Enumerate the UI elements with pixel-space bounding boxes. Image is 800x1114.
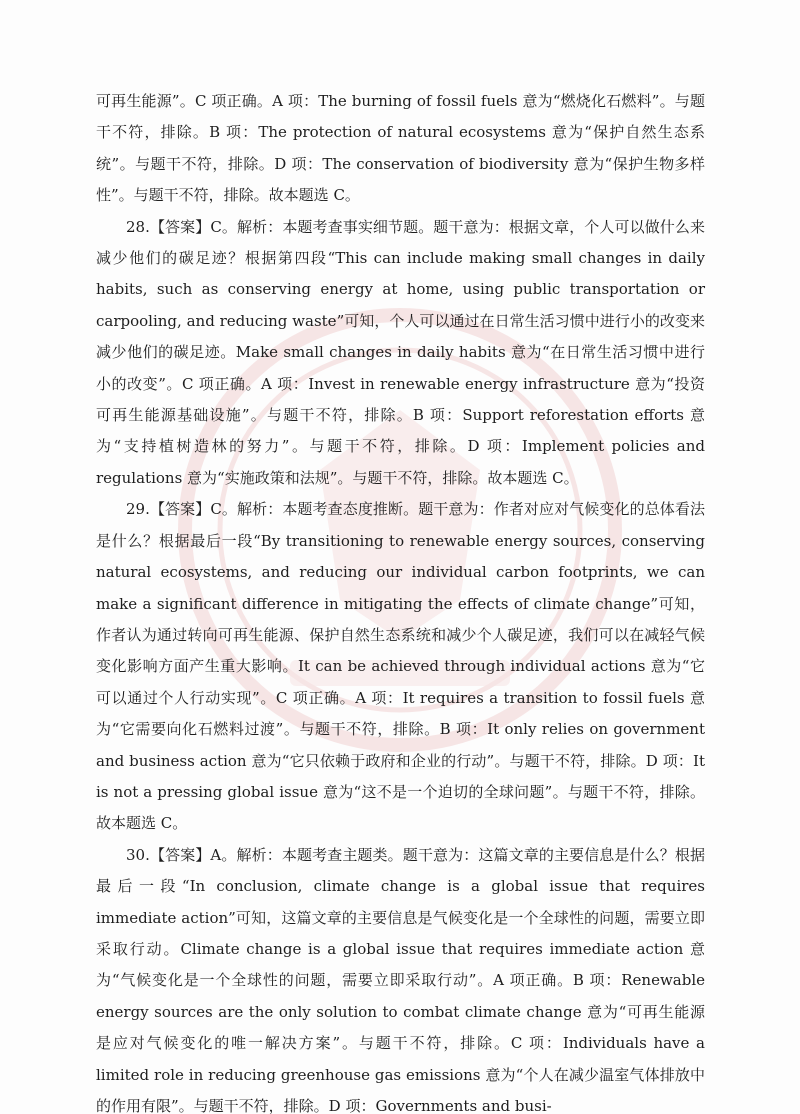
paragraph-question-28: 28.【答案】C。解析：本题考查事实细节题。题干意为：根据文章，个人可以做什么来减少他们的碳足迹？根据第四段“This can include making small changes in daily habits, such as conserving energy at home, using public transportation or carpooling, and reducing waste”可知，个人可以通过在日常生活习惯中进行小的改变来减少他们的碳足迹。Make small changes in daily habits 意为“在日常生活习惯中进行小的改变”。C 项正确。A 项：Invest in renewable energy infrastructure 意为“投资可再生能源基础设施”。与题干不符，排除。B 项：Support reforestation efforts 意为“支持植树造林的努力”。与题干不符，排除。D 项：Implement policies and regulations 意为“实施政策和法规”。与题干不符，排除。故本题选 C。 <box>96 217 705 487</box>
answer-explanations <box>96 86 705 1114</box>
paragraph-question-30: 30.【答案】A。解析：本题考查主题类。题干意为：这篇文章的主要信息是什么？根据最后一段“In conclusion, climate change is a global issue that requires immediate action”可知，这篇文章的主要信息是气候变化是一个全球性的问题，需要立即采取行动。Climate change is a global issue that requires immediate action 意为“气候变化是一个全球性的问题，需要立即采取行动”。A 项正确。B 项：Renewable energy sources are the only solution to combat climate change 意为“可再生能源是应对气候变化的唯一解决方案”。与题干不符，排除。C 项：Individuals have a limited role in reducing greenhouse gas emissions 意为“个人在减少温室气体排放中的作用有限”。与题干不符，排除。D 项：Governments and busi- <box>96 845 705 1114</box>
paragraph-question-29: 29.【答案】C。解析：本题考查态度推断。题干意为：作者对应对气候变化的总体看法是什么？根据最后一段“By transitioning to renewable energy sources, conserving natural ecosystems, and reducing our individual carbon footprints, we can make a significant difference in mitigating the effects of climate change”可知，作者认为通过转向可再生能源、保护自然生态系统和减少个人碳足迹，我们可以在减轻气候变化影响方面产生重大影响。It can be achieved through individual actions 意为“它可以通过个人行动实现”。C 项正确。A 项：It requires a transition to fossil fuels 意为“它需要向化石燃料过渡”。与题干不符，排除。B 项：It only relies on government and business action 意为“它只依赖于政府和企业的行动”。与题干不符，排除。D 项：It is not a pressing global issue 意为“这不是一个迫切的全球问题”。与题干不符，排除。故本题选 C。 <box>96 500 705 833</box>
paragraph-intro: 可再生能源”。C 项正确。A 项：The burning of fossil fuels 意为“燃烧化石燃料”。与题干不符，排除。B 项：The protection of natural ecosystems 意为“保护自然生态系统”。与题干不符，排除。D 项：The conservation of biodiversity 意为“保护生物多样性”。与题干不符，排除。故本题选 C。 <box>96 92 705 205</box>
